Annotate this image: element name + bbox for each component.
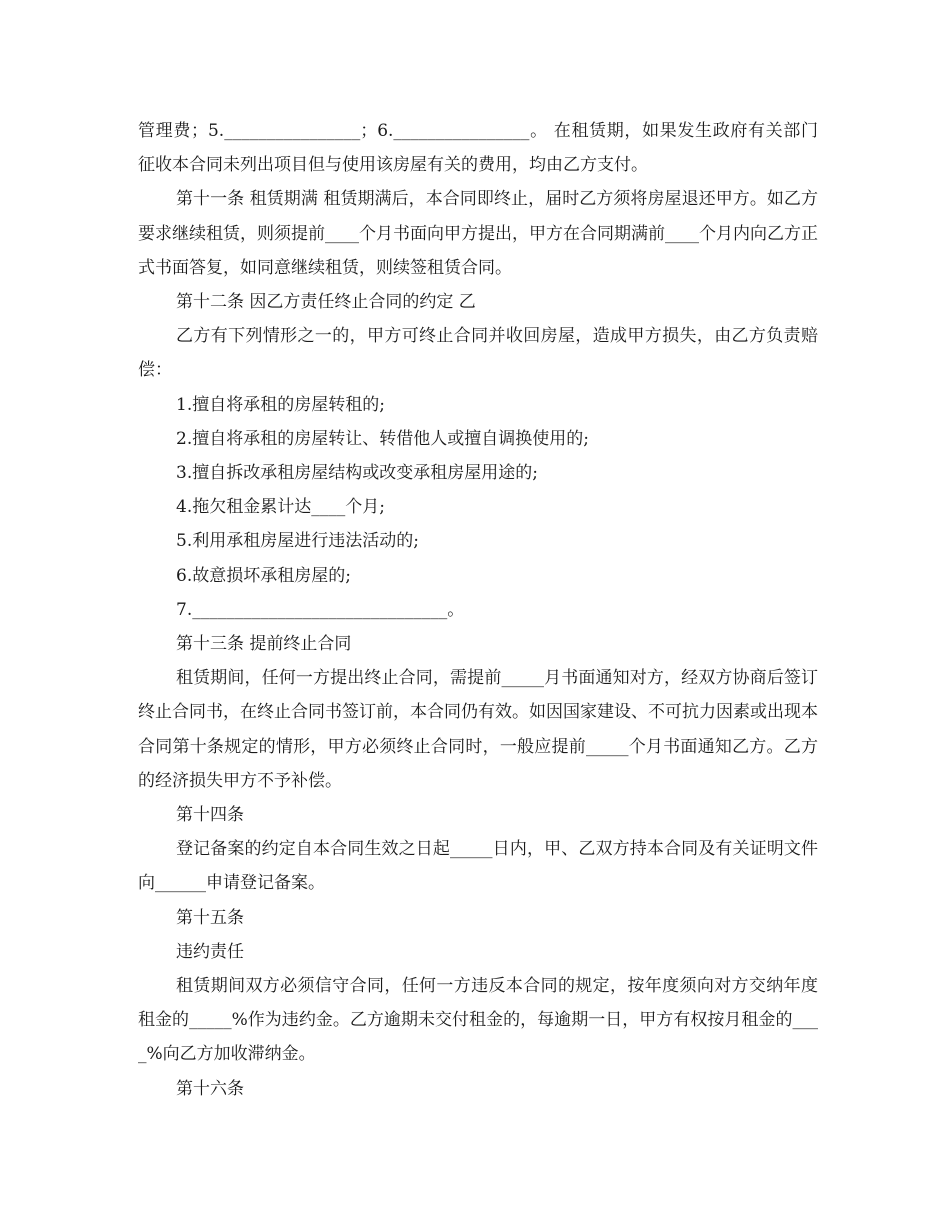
heading-breach-liability: 违约责任 — [176, 941, 244, 962]
list-item-6: 6.故意损坏承租房屋的; — [176, 565, 351, 586]
paragraph-article-13: 租赁期间，任何一方提出终止合同，需提前_____月书面通知对方，经双方协商后签订终止合同书，在终止合同书签订前，本合同仍有效。如因国家建设、不可抗力因素或出现本合同第十条规定的情形，甲方必须终止合同时，一般应提前_____个月书面通知乙方。乙方的经济损失甲方不予补偿。 — [138, 668, 818, 791]
document-body — [138, 114, 818, 1106]
heading-article-15: 第十五条 — [176, 907, 244, 928]
heading-article-14: 第十四条 — [176, 805, 244, 826]
heading-article-13: 第十三条 提前终止合同 — [176, 634, 352, 655]
paragraph-article-11: 第十一条 租赁期满 租赁期满后，本合同即终止，届时乙方须将房屋退还甲方。如乙方要求继续租赁，则须提前____个月书面向甲方提出，甲方在合同期满前____个月内向乙方正式书面答复，如同意继续租赁，则续签租赁合同。 — [138, 189, 818, 278]
list-item-1: 1.擅自将承租的房屋转租的; — [176, 394, 385, 415]
paragraph-article-14: 登记备案的约定自本合同生效之日起_____日内，甲、乙双方持本合同及有关证明文件向______申请登记备案。 — [138, 839, 818, 894]
list-item-3: 3.擅自拆改承租房屋结构或改变承租房屋用途的; — [176, 463, 538, 484]
paragraph-article-12-intro: 乙方有下列情形之一的，甲方可终止合同并收回房屋，造成甲方损失，由乙方负责赔偿： — [138, 326, 818, 381]
heading-article-12: 第十二条 因乙方责任终止合同的约定 乙 — [176, 292, 476, 313]
list-item-4: 4.拖欠租金累计达____个月; — [176, 497, 385, 518]
paragraph-article-15: 租赁期间双方必须信守合同，任何一方违反本合同的规定，按年度须向对方交纳年度租金的_____%作为违约金。乙方逾期未交付租金的，每逾期一日，甲方有权按月租金的____%向乙方加收滞纳金。 — [138, 976, 818, 1065]
list-item-2: 2.擅自将承租的房屋转让、转借他人或擅自调换使用的; — [176, 428, 589, 449]
paragraph-fees: 管理费；5.________________；6.________________。 在租赁期，如果发生政府有关部门征收本合同未列出项目但与使用该房屋有关的费用，均由乙方支付。 — [138, 121, 818, 176]
heading-article-16: 第十六条 — [176, 1078, 244, 1099]
list-item-5: 5.利用承租房屋进行违法活动的; — [176, 531, 419, 552]
list-item-7: 7.______________________________。 — [176, 599, 465, 620]
